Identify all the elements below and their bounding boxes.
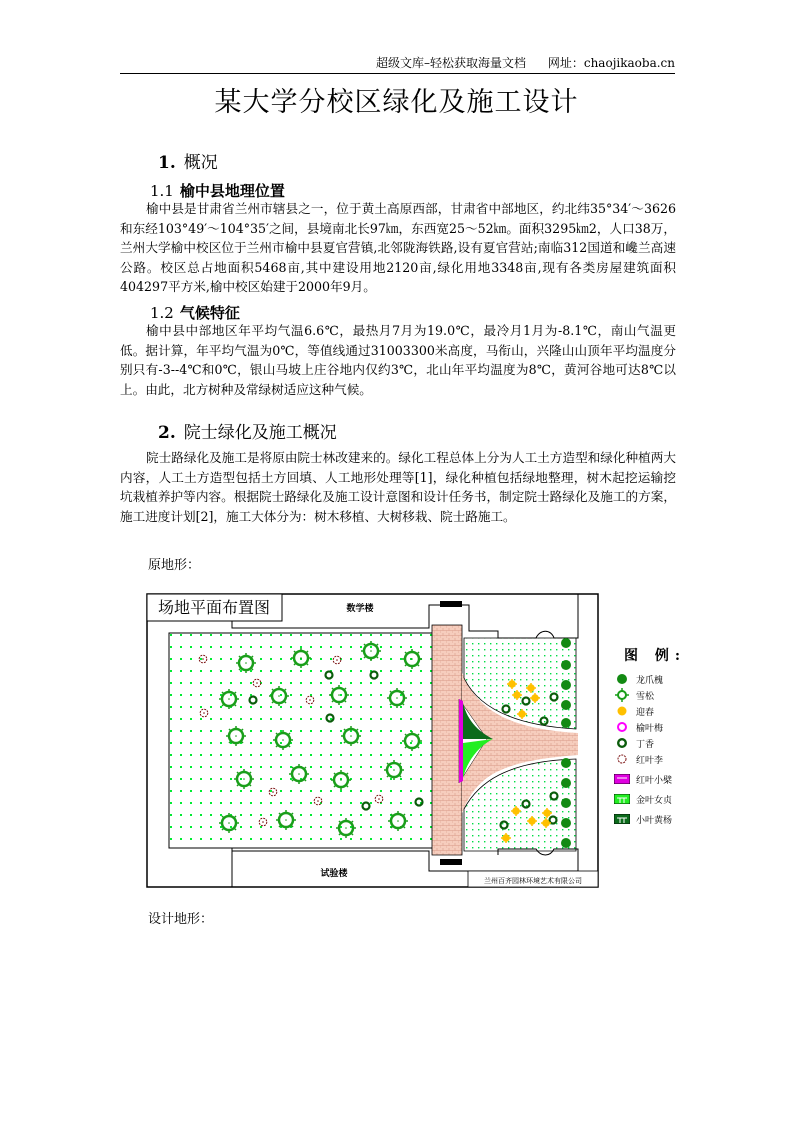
section-heading-1: 1. 概况 [158, 153, 218, 173]
red-leaf-plum-icon [614, 753, 630, 765]
legend-item: 红叶小檗 [614, 771, 694, 787]
building-math: 数学楼 [346, 604, 374, 614]
legend-item: 龙爪槐 [614, 671, 694, 687]
plan-legend [614, 645, 694, 827]
document-title: 某大学分校区绿化及施工设计 [214, 87, 579, 118]
legend-item: 小叶黄杨 [614, 811, 694, 827]
paragraph-geography: 榆中县是甘肃省兰州市辖县之一，位于黄土高原西部，甘肃省中部地区，约北纬35°34′～3626和东经103°49′～104°35′之间，县境南北长97㎞，东西宽25～52㎞。面积3295㎞2，人口38万，兰州大学榆中校区位于兰州市榆中县夏官营镇,北邻陇海铁路,设有夏官营站;南临312国道和巉兰高速公路。校区总占地面积5468亩,其中建设用地2120亩,绿化用地3348亩,现有各类房屋建筑面积404297平方米,榆中校区始建于2000年9月。 [120, 201, 676, 294]
header-site-slogan: 超级文库–轻松获取海量文档 [376, 56, 527, 70]
lilac-icon [614, 737, 630, 749]
legend-item: 丁香 [614, 735, 694, 751]
label-original-terrain: 原地形： [148, 558, 201, 573]
site-plan-drawing [146, 593, 599, 888]
paragraph-overview: 院士路绿化及施工是将原由院士林改建来的。绿化工程总体上分为人工土方造型和绿化种植两大内容，人工土方造型包括土方回填、人工地形处理等[1]，绿化种植包括绿地整理，树木起挖运输挖坑栽植养护等内容。根据院士路绿化及施工设计意图和设计任务书，制定院士路绿化及施工的方案，施工进度计划[2]，施工大体分为：树木移植、大树移栽、院士路施工。 [120, 450, 676, 524]
section-heading-2: 2. 院士绿化及施工概况 [158, 423, 337, 443]
paragraph-climate: 榆中县中部地区年平均气温6.6℃，最热月7月为19.0℃，最冷月1月为-8.1℃，南山气温更低。据计算，年平均气温为0℃，等值线通过31003300米高度，马衔山，兴隆山山顶年平均温度分别只有-3--4℃和0℃，银山马坡上庄谷地内仅约3℃，北山年平均温度为8℃，黄河谷地可达8℃以上。由此，北方树种及常绿树适应这种气候。 [120, 323, 676, 397]
legend-item: 榆叶梅 [614, 719, 694, 735]
legend-item: 红叶李 [614, 751, 694, 767]
page-header [120, 55, 675, 74]
flowering-plum-icon [614, 721, 630, 733]
golden-privet-swatch [614, 794, 630, 804]
subsection-heading-1-1: 1.1 榆中县地理位置 [150, 182, 285, 200]
subsection-heading-1-2: 1.2 气候特征 [150, 304, 240, 322]
winter-jasmine-icon [614, 705, 630, 717]
cedar-icon [614, 688, 630, 702]
legend-title: 图 例: [624, 648, 687, 664]
legend-item: 雪松 [614, 687, 694, 703]
label-design-terrain: 设计地形： [148, 912, 214, 927]
boxwood-swatch [614, 814, 630, 824]
header-site-url: 网址：chaojikaoba.cn [547, 56, 675, 70]
legend-item: 金叶女贞 [614, 791, 694, 807]
company-label: 兰州百齐园林环境艺术有限公司 [484, 877, 582, 885]
legend-item: 迎春 [614, 703, 694, 719]
dragon-claw-tree-icon [614, 673, 630, 685]
building-lab: 试验楼 [320, 869, 348, 879]
red-barberry-swatch [614, 774, 630, 784]
plan-title: 场地平面布置图 [157, 598, 271, 617]
